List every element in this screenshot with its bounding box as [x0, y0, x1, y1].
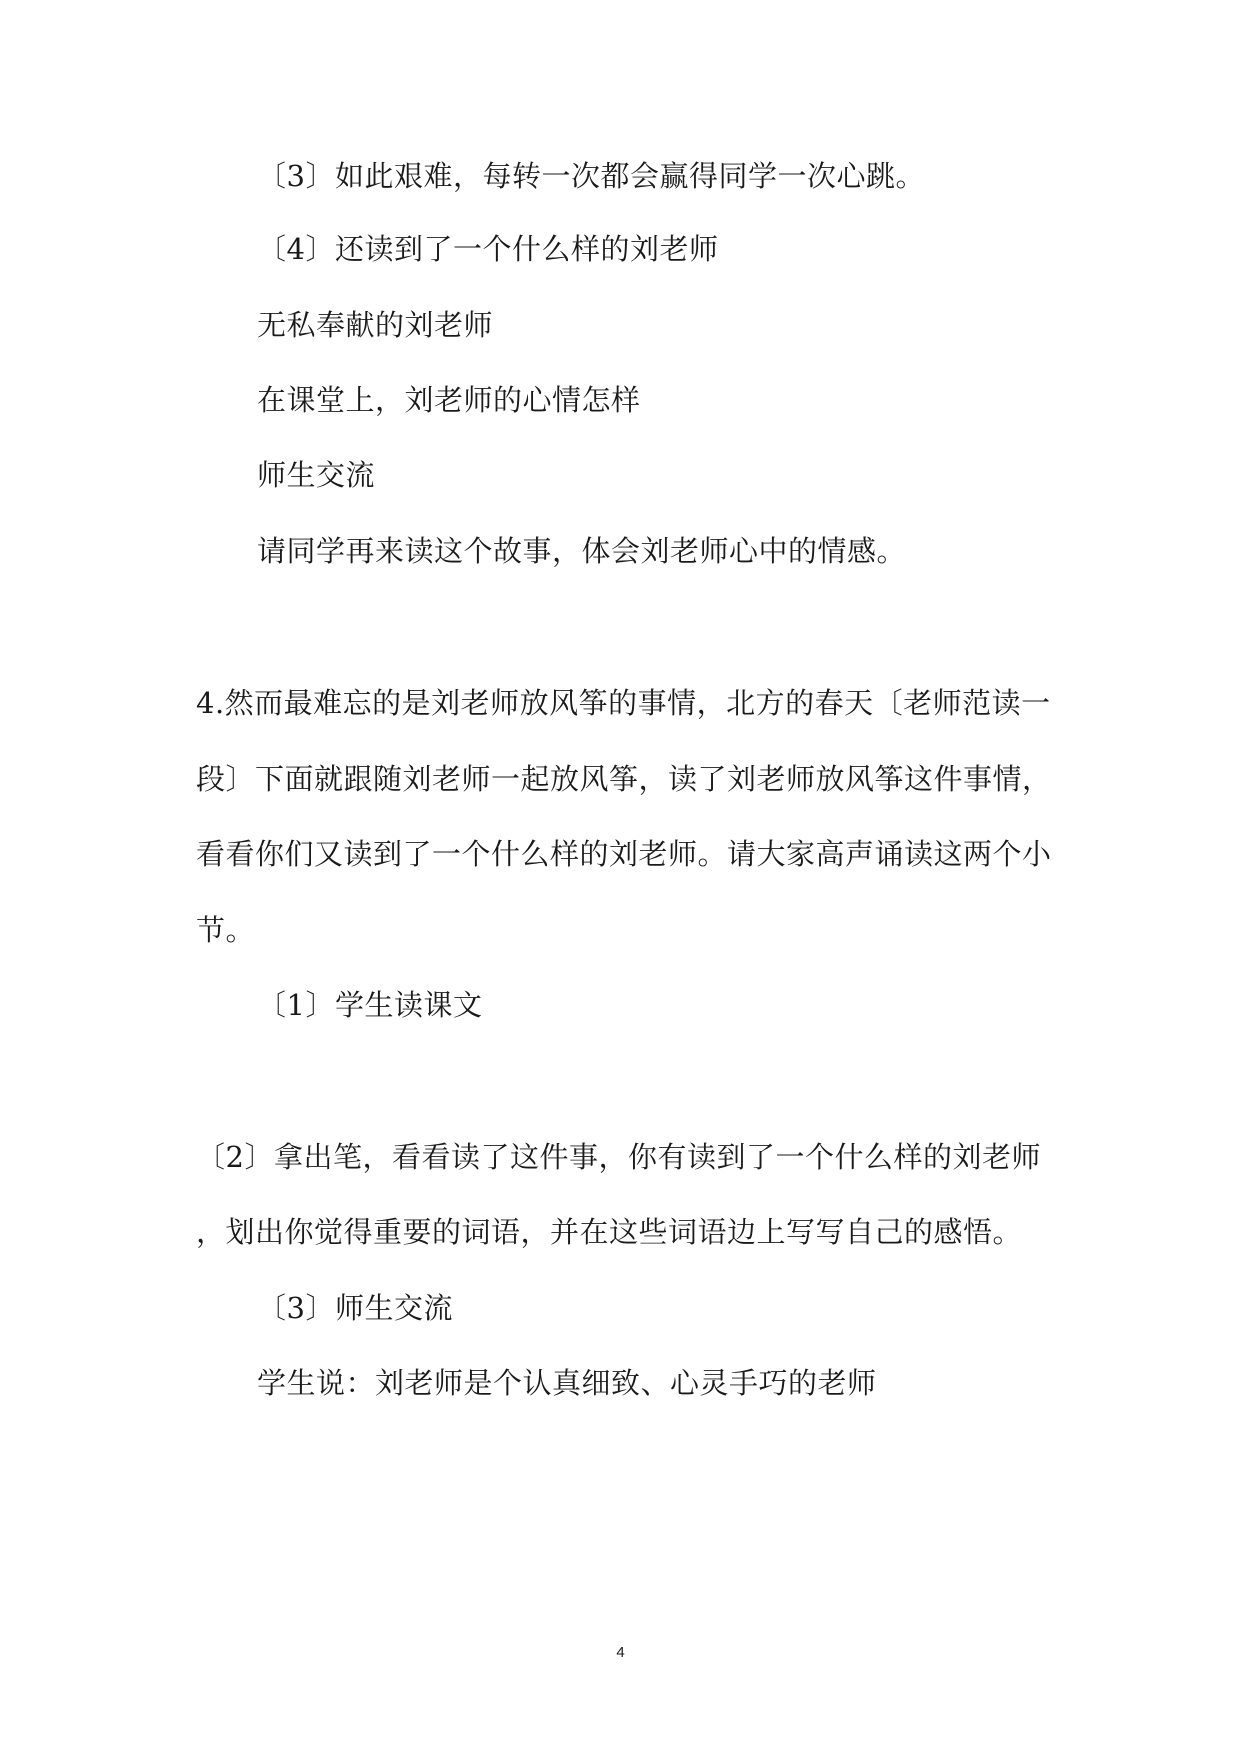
text-line: 师生交流 — [257, 458, 376, 492]
text-line: 看看你们又读到了一个什么样的刘老师。请大家高声诵读这两个小 — [196, 837, 1052, 871]
text-line: ，划出你觉得重要的词语，并在这些词语边上写写自己的感悟。 — [196, 1215, 1023, 1249]
text-line: 〔2〕拿出笔，看看读了这件事，你有读到了一个什么样的刘老师 — [196, 1140, 1041, 1174]
text-line: 段〕下面就跟随刘老师一起放风筝，读了刘老师放风筝这件事情， — [196, 762, 1052, 796]
text-line: 〔3〕师生交流 — [257, 1291, 453, 1325]
text-line: 在课堂上，刘老师的心情怎样 — [257, 383, 641, 417]
page-number: 4 — [616, 1644, 625, 1661]
text-line: 〔1〕学生读课文 — [257, 988, 483, 1022]
text-line: 〔4〕还读到了一个什么样的刘老师 — [257, 232, 719, 266]
text-line: 学生说：刘老师是个认真细致、心灵手巧的老师 — [257, 1366, 877, 1400]
text-line: 请同学再来读这个故事，体会刘老师心中的情感。 — [257, 534, 907, 568]
text-line: 节。 — [196, 913, 256, 947]
text-line: 〔3〕如此艰难，每转一次都会赢得同学一次心跳。 — [257, 159, 925, 193]
text-line: 无私奉献的刘老师 — [257, 308, 494, 342]
text-line: 4.然而最难忘的是刘老师放风筝的事情，北方的春天〔老师范读一 — [196, 686, 1051, 720]
